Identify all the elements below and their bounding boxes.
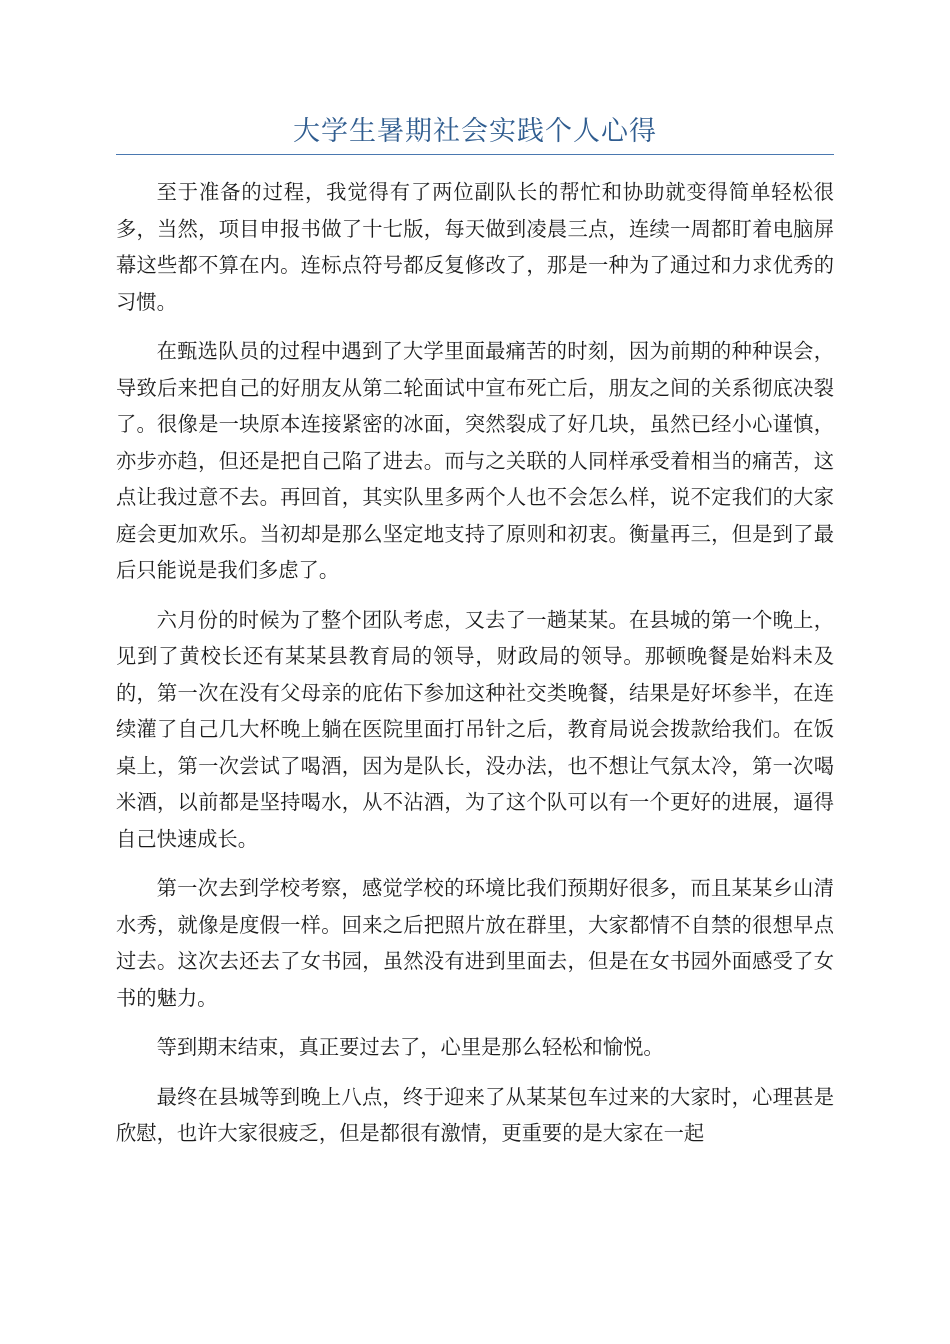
- paragraph: 六月份的时候为了整个团队考虑，又去了一趟某某。在县城的第一个晚上，见到了黄校长还有某某县教育局的领导，财政局的领导。那顿晚餐是始料未及的，第一次在没有父母亲的庇佑下参加这种社交类晚餐，结果是好坏参半，在连续灌了自己几大杯晚上躺在医院里面打吊针之后，教育局说会拨款给我们。在饭桌上，第一次尝试了喝酒，因为是队长，没办法，也不想让气氛太冷，第一次喝米酒，以前都是坚持喝水，从不沾酒，为了这个队可以有一个更好的进展，逼得自己快速成长。: [116, 607, 834, 851]
- paragraph: 第一次去到学校考察，感觉学校的环境比我们预期好很多，而且某某乡山清水秀，就像是度假一样。回来之后把照片放在群里，大家都情不自禁的很想早点过去。这次去还去了女书园，虽然没有进到里面去，但是在女书园外面感受了女书的魅力。: [116, 876, 834, 1010]
- paragraph: 至于准备的过程，我觉得有了两位副队长的帮忙和协助就变得简单轻松很多，当然，项目申报书做了十七版，每天做到凌晨三点，连续一周都盯着电脑屏幕这些都不算在内。连标点符号都反复修改了，那是一种为了通过和力求优秀的习惯。: [116, 180, 834, 314]
- document-body: [116, 174, 834, 1165]
- paragraph: 最终在县城等到晚上八点，终于迎来了从某某包车过来的大家时，心理甚是欣慰，也许大家很疲乏，但是都很有激情，更重要的是大家在一起: [116, 1084, 834, 1145]
- paragraph: 等到期末结束，真正要过去了，心里是那么轻松和愉悦。: [156, 1035, 664, 1059]
- document-title: 大学生暑期社会实践个人心得: [293, 116, 657, 147]
- title-underline: [116, 154, 834, 155]
- paragraph: 在甄选队员的过程中遇到了大学里面最痛苦的时刻，因为前期的种种误会，导致后来把自己的好朋友从第二轮面试中宣布死亡后，朋友之间的关系彻底决裂了。很像是一块原本连接紧密的冰面，突然裂成了好几块，虽然已经小心谨慎，亦步亦趋，但还是把自己陷了进去。而与之关联的人同样承受着相当的痛苦，这点让我过意不去。再回首，其实队里多两个人也不会怎么样，说不定我们的大家庭会更加欢乐。当初却是那么坚定地支持了原则和初衷。衡量再三，但是到了最后只能说是我们多虑了。: [116, 339, 834, 582]
